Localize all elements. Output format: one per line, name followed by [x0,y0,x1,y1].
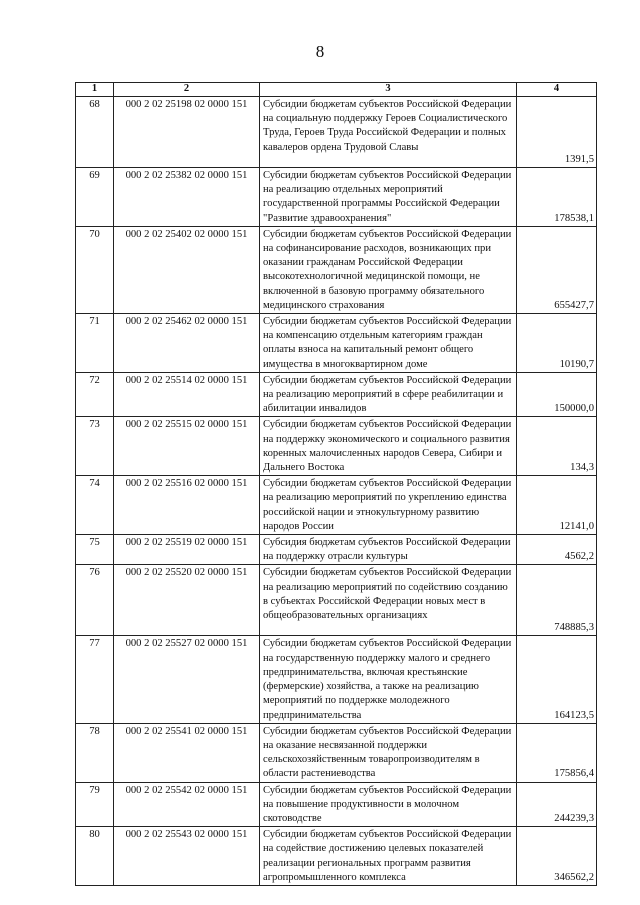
subsidy-amount: 150000,0 [517,372,597,417]
subsidy-name: Субсидии бюджетам субъектов Российской Федерации на повышение продуктивности в молочном скотоводстве [260,782,517,827]
row-number: 69 [76,168,114,227]
table-row [76,168,597,227]
subsidy-amount: 4562,2 [517,535,597,565]
budget-code: 000 2 02 25543 02 0000 151 [114,827,260,886]
budget-code: 000 2 02 25382 02 0000 151 [114,168,260,227]
subsidy-name: Субсидии бюджетам субъектов Российской Федерации на реализацию мероприятий по содействию созданию в субъектах Российской Федерации новых мест в общеобразовательных организациях [260,565,517,636]
table-row [76,314,597,373]
subsidies-table [75,82,597,886]
subsidy-amount: 175856,4 [517,723,597,782]
budget-code: 000 2 02 25542 02 0000 151 [114,782,260,827]
subsidy-amount: 1391,5 [517,97,597,168]
row-number: 72 [76,372,114,417]
subsidy-name: Субсидии бюджетам субъектов Российской Федерации на реализацию отдельных мероприятий государственной программы Российской Федерации "Развитие здравоохранения" [260,168,517,227]
row-number: 74 [76,476,114,535]
table-row [76,636,597,723]
row-number: 78 [76,723,114,782]
page-number: 8 [315,42,325,61]
row-number: 68 [76,97,114,168]
subsidy-name: Субсидии бюджетам субъектов Российской Федерации на компенсацию отдельным категориям граждан оплаты взноса на капитальный ремонт общего имущества в многоквартирном доме [260,314,517,373]
table-row [76,565,597,636]
table-row [76,97,597,168]
column-header-amount: 4 [517,83,597,97]
table-header-row [76,83,597,97]
row-number: 75 [76,535,114,565]
table-row [76,723,597,782]
table-row [76,782,597,827]
budget-code: 000 2 02 25402 02 0000 151 [114,226,260,313]
row-number: 79 [76,782,114,827]
subsidy-amount: 10190,7 [517,314,597,373]
subsidy-amount: 134,3 [517,417,597,476]
column-header-name: 3 [260,83,517,97]
subsidy-amount: 164123,5 [517,636,597,723]
subsidy-name: Субсидии бюджетам субъектов Российской Федерации на поддержку экономического и социального развития коренных малочисленных народов Севера, Сибири и Дальнего Востока [260,417,517,476]
budget-code: 000 2 02 25515 02 0000 151 [114,417,260,476]
row-number: 77 [76,636,114,723]
budget-code: 000 2 02 25520 02 0000 151 [114,565,260,636]
budget-code: 000 2 02 25514 02 0000 151 [114,372,260,417]
row-number: 71 [76,314,114,373]
subsidy-amount: 748885,3 [517,565,597,636]
subsidy-amount: 178538,1 [517,168,597,227]
table-row [76,372,597,417]
column-header-number: 1 [76,83,114,97]
subsidy-name: Субсидия бюджетам субъектов Российской Федерации на поддержку отрасли культуры [260,535,517,565]
row-number: 76 [76,565,114,636]
budget-code: 000 2 02 25198 02 0000 151 [114,97,260,168]
subsidy-amount: 244239,3 [517,782,597,827]
subsidy-name: Субсидии бюджетам субъектов Российской Федерации на оказание несвязанной поддержки сельскохозяйственным товаропроизводителям в области растениеводства [260,723,517,782]
row-number: 73 [76,417,114,476]
budget-code: 000 2 02 25527 02 0000 151 [114,636,260,723]
budget-code: 000 2 02 25516 02 0000 151 [114,476,260,535]
row-number: 70 [76,226,114,313]
subsidy-name: Субсидии бюджетам субъектов Российской Федерации на реализацию мероприятий по укреплению единства российской нации и этнокультурному развитию народов России [260,476,517,535]
table-row [76,476,597,535]
column-header-code: 2 [114,83,260,97]
subsidy-name: Субсидии бюджетам субъектов Российской Федерации на реализацию мероприятий в сфере реабилитации и абилитации инвалидов [260,372,517,417]
subsidy-name: Субсидии бюджетам субъектов Российской Федерации на содействие достижению целевых показателей реализации региональных программ развития агропромышленного комплекса [260,827,517,886]
subsidy-amount: 655427,7 [517,226,597,313]
table-row [76,417,597,476]
budget-code: 000 2 02 25541 02 0000 151 [114,723,260,782]
budget-code: 000 2 02 25462 02 0000 151 [114,314,260,373]
subsidy-name: Субсидии бюджетам субъектов Российской Федерации на софинансирование расходов, возникающих при оказании гражданам Российской Федерации высокотехнологичной медицинской помощи, не включенной в базовую программу обязательного медицинского страхования [260,226,517,313]
subsidy-amount: 346562,2 [517,827,597,886]
table-body [76,97,597,886]
budget-code: 000 2 02 25519 02 0000 151 [114,535,260,565]
row-number: 80 [76,827,114,886]
table-row [76,226,597,313]
subsidy-name: Субсидии бюджетам субъектов Российской Федерации на социальную поддержку Героев Социалистического Труда, Героев Труда Российской Федерации и полных кавалеров ордена Трудовой Славы [260,97,517,168]
subsidy-name: Субсидии бюджетам субъектов Российской Федерации на государственную поддержку малого и среднего предпринимательства, включая крестьянские (фермерские) хозяйства, а также на реализацию мероприятий по поддержке молодежного предпринимательства [260,636,517,723]
table-row [76,827,597,886]
subsidy-amount: 12141,0 [517,476,597,535]
table-row [76,535,597,565]
